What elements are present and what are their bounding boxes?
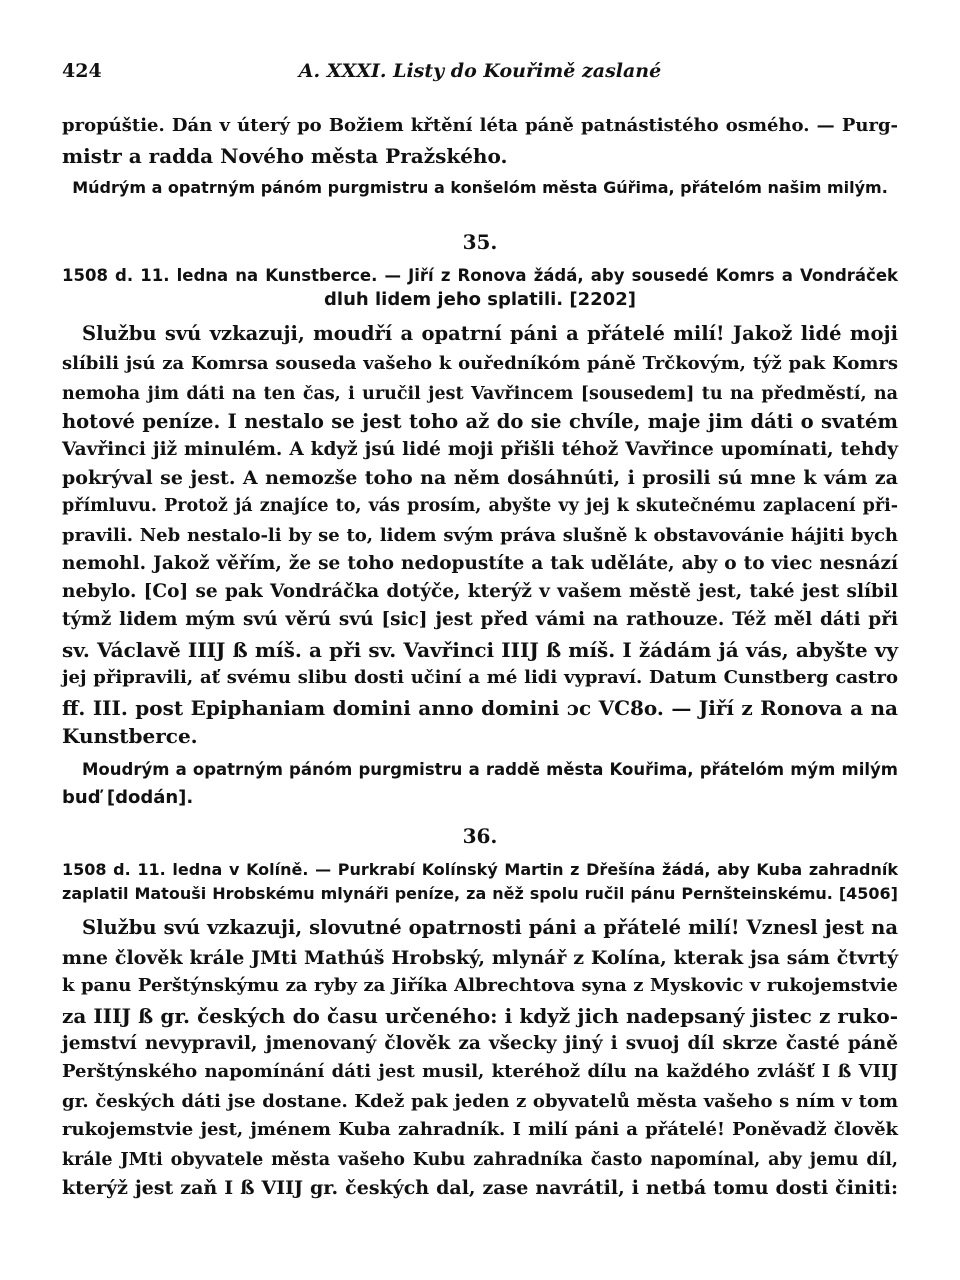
text-line: za IIIJ ß gr. českých do času určeného: i když jich nadepsaný jistec z ruko- (62, 1004, 898, 1028)
regest-line: dluh lidem jeho splatili. [2202] (324, 289, 636, 310)
regest-line: 1508 d. 11. ledna na Kunstberce. — Jiří z Ronova žádá, aby sousedé Komrs a Vondráček (62, 266, 898, 285)
text-line: kterýž jest zaň I ß VIIJ gr. českých dal, zase navrátil, i netbá tomu dosti činiti: (62, 1177, 898, 1199)
text-line: mne člověk krále JMti Mathúš Hrobský, mlynář z Kolína, kterak jsa sám čtvrtý (62, 947, 898, 969)
text-line: přímluvu. Protož já znajíce to, vás prosím, abyšte vy jej k skutečnému zaplacení při- (62, 496, 898, 516)
regest-line: 1508 d. 11. ledna v Kolíně. — Purkrabí Kolínský Martin z Dřešína žádá, aby Kuba zahradník (62, 860, 898, 879)
text-line: nebylo. [Co] se pak Vondráčka dotýče, kterýž v vašem městě jest, také jest slíbil (62, 581, 898, 602)
text-line: sv. Václavě IIIJ ß míš. a při sv. Vavřinci IIIJ ß míš. I žádám já vás, abyšte vy (62, 638, 898, 662)
address-line: Múdrým a opatrným pánóm purgmistru a konšelóm města Gúřima, přátelóm našim milým. (72, 178, 888, 197)
text-line: propúštie. Dán v úterý po Božiem křtění léta páně patnástistého osmého. — Purg- (62, 115, 898, 136)
document-number: 36. (462, 824, 498, 848)
page-header (62, 60, 898, 90)
text-line: týmž lidem mým svú věrú svú [sic] jest před vámi na rathouze. Též měl dáti při (62, 609, 898, 630)
text-line: pravili. Neb nestalo-li by se to, lidem svým práva slušně k obstavovánie hájiti bych (62, 525, 898, 546)
text-line: k panu Perštýnskýmu za ryby za Jiříka Albrechtova syna z Myskovic v rukojemstvie (62, 975, 898, 996)
text-line: Službu svú vzkazuji, moudří a opatrní páni a přátelé milí! Jakož lidé moji (82, 322, 898, 345)
text-line: Vavřinci již minulém. A když jsú lidé moji přišli téhož Vavřince upomínati, tehdy (62, 439, 898, 460)
text-line: Perštýnského napomínání dáti jest musil, kteréhož dílu na každého zvlášť I ß VIIJ (62, 1061, 898, 1082)
regest-line: zaplatil Matouši Hrobskému mlynáři peníze, za něž spolu ručil pánu Pernšteinskému. [4506] (62, 884, 898, 903)
text-line: Službu svú vzkazuji, slovutné opatrnosti páni a přátelé milí! Vznesl jest na (82, 916, 898, 939)
text-line: slíbili jsú za Komrsa souseda vašeho k ouředníkóm páně Trčkovým, týž pak Komrs (62, 353, 898, 374)
text-line: nemoha jim dáti na ten čas, i uručil jest Vavřincem [sousedem] tu na předměstí, na (62, 384, 898, 404)
text-line: mistr a radda Nového města Pražského. (62, 144, 508, 168)
text-line: jemství nevypravil, jmenovaný člověk za všecky jiný i svuoj díl skrze časté páně (62, 1033, 898, 1054)
text-line: pokrýval se jest. A nemozše toho na něm dosáhnúti, i prosili sú mne k vám za (62, 467, 898, 489)
text-line: Kunstberce. (62, 724, 198, 748)
address-line: buď [dodán]. (62, 787, 194, 808)
address-line: Moudrým a opatrným pánóm purgmistru a raddě města Kouřima, přátelóm mým milým (82, 760, 898, 779)
text-line: rukojemstvie jest, jménem Kuba zahradník. I milí páni a přátelé! Poněvadž člověk (62, 1119, 898, 1140)
text-line: ff. III. post Epiphaniam domini anno domini ɔc VC8o. — Jiří z Ronova a na (62, 696, 898, 720)
running-title: A. XXXI. Listy do Kouřimě zaslané (298, 60, 662, 82)
page-number: 424 (62, 60, 102, 82)
text-line: krále JMti obyvatele města vašeho Kubu zahradníka často napomínal, aby jemu díl, (62, 1150, 898, 1170)
text-line: gr. českých dáti jse dostane. Kdež pak jeden z obyvatelů města vašeho s ním v tom (62, 1091, 898, 1112)
text-line: jej připravili, ať svému slibu dosti učiní a mé lidi vypraví. Datum Cunstberg castro (62, 667, 898, 688)
text-line: nemohl. Jakož věřím, že se toho nedopustíte a tak uděláte, aby o to viec nesnází (62, 553, 898, 574)
text-line: hotové peníze. I nestalo se jest toho až do sie chvíle, maje jim dáti o svatém (62, 410, 898, 433)
document-number: 35. (462, 230, 498, 254)
